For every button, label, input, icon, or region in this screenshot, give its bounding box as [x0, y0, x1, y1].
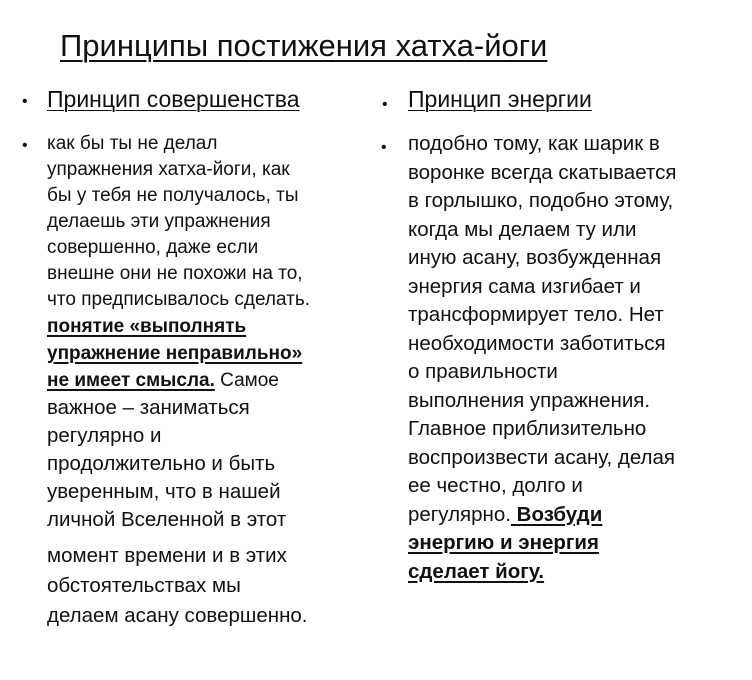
right-text-bullet: •: [381, 139, 387, 156]
left-heading: Принцип совершенства: [47, 86, 300, 112]
left-emphasis-line: [47, 313, 310, 340]
right-emphasis-text: сделает йогу.: [408, 559, 545, 583]
left-line: важное – заниматься: [47, 396, 250, 419]
right-line: когда мы делаем ту или: [408, 217, 637, 241]
left-after-emphasis: Самое: [214, 370, 279, 391]
left-line: делаем асану совершенно.: [47, 604, 308, 627]
left-line: личной Вселенной в этот: [47, 508, 287, 531]
right-line: в горлышко, подобно этому,: [408, 189, 674, 212]
right-emphasis-line: [408, 558, 676, 587]
page-title: Принципы постижения хатха-йоги: [60, 28, 548, 63]
left-line: делаешь эти упражнения: [47, 211, 271, 232]
left-heading-bullet: •: [22, 93, 28, 110]
left-emphasis-text: понятие «выполнять: [47, 316, 247, 337]
left-body: [47, 131, 310, 631]
left-emphasis-text: не имеет смысла.: [47, 370, 215, 391]
left-emphasis-line: [47, 340, 310, 367]
right-line: подобно тому, как шарик в: [408, 132, 660, 155]
left-line: момент времени и в этих: [47, 544, 287, 567]
right-heading-bullet: •: [382, 96, 388, 113]
right-line: воронке всегда скатывается: [408, 160, 677, 184]
right-line: воспроизвести асану, делая: [408, 445, 676, 469]
right-line: о правильности: [408, 360, 558, 383]
right-line: ее честно, долго и: [408, 474, 583, 497]
right-emphasis-text: энергию и энергия: [408, 531, 599, 554]
left-emphasis-text: упражнение неправильно»: [47, 343, 303, 364]
right-line: выполнения упражнения.: [408, 388, 651, 412]
right-body: [408, 130, 676, 586]
left-line: регулярно и: [47, 424, 162, 447]
left-line: уверенным, что в нашей: [47, 480, 281, 503]
left-line: упражнения хатха-йоги, как: [47, 159, 290, 180]
left-line: обстоятельствах мы: [47, 574, 241, 597]
right-line: энергия сама изгибает и: [408, 274, 641, 298]
left-line: что предписывалось сделать.: [47, 289, 311, 310]
right-emphasis-line: [408, 529, 676, 558]
left-line: продолжительно и быть: [47, 452, 276, 475]
right-last-plain: регулярно.: [408, 502, 511, 526]
right-emphasis-text: Возбуди: [510, 502, 603, 526]
left-line: бы у тебя не получалось, ты: [47, 185, 299, 206]
right-line: Главное приблизительно: [408, 417, 647, 440]
left-line: совершенно, даже если: [47, 237, 259, 258]
right-line: трансформирует тело. Нет: [408, 303, 664, 326]
left-line: внешне они не похожи на то,: [47, 263, 303, 284]
right-line: необходимости заботиться: [408, 331, 666, 355]
left-line: как бы ты не делал: [47, 133, 218, 154]
left-text-bullet: •: [22, 137, 28, 154]
left-emphasis-line: [47, 367, 310, 394]
right-heading: Принцип энергии: [408, 86, 592, 112]
right-line: иную асану, возбужденная: [408, 246, 662, 269]
right-last-line: [408, 501, 676, 530]
